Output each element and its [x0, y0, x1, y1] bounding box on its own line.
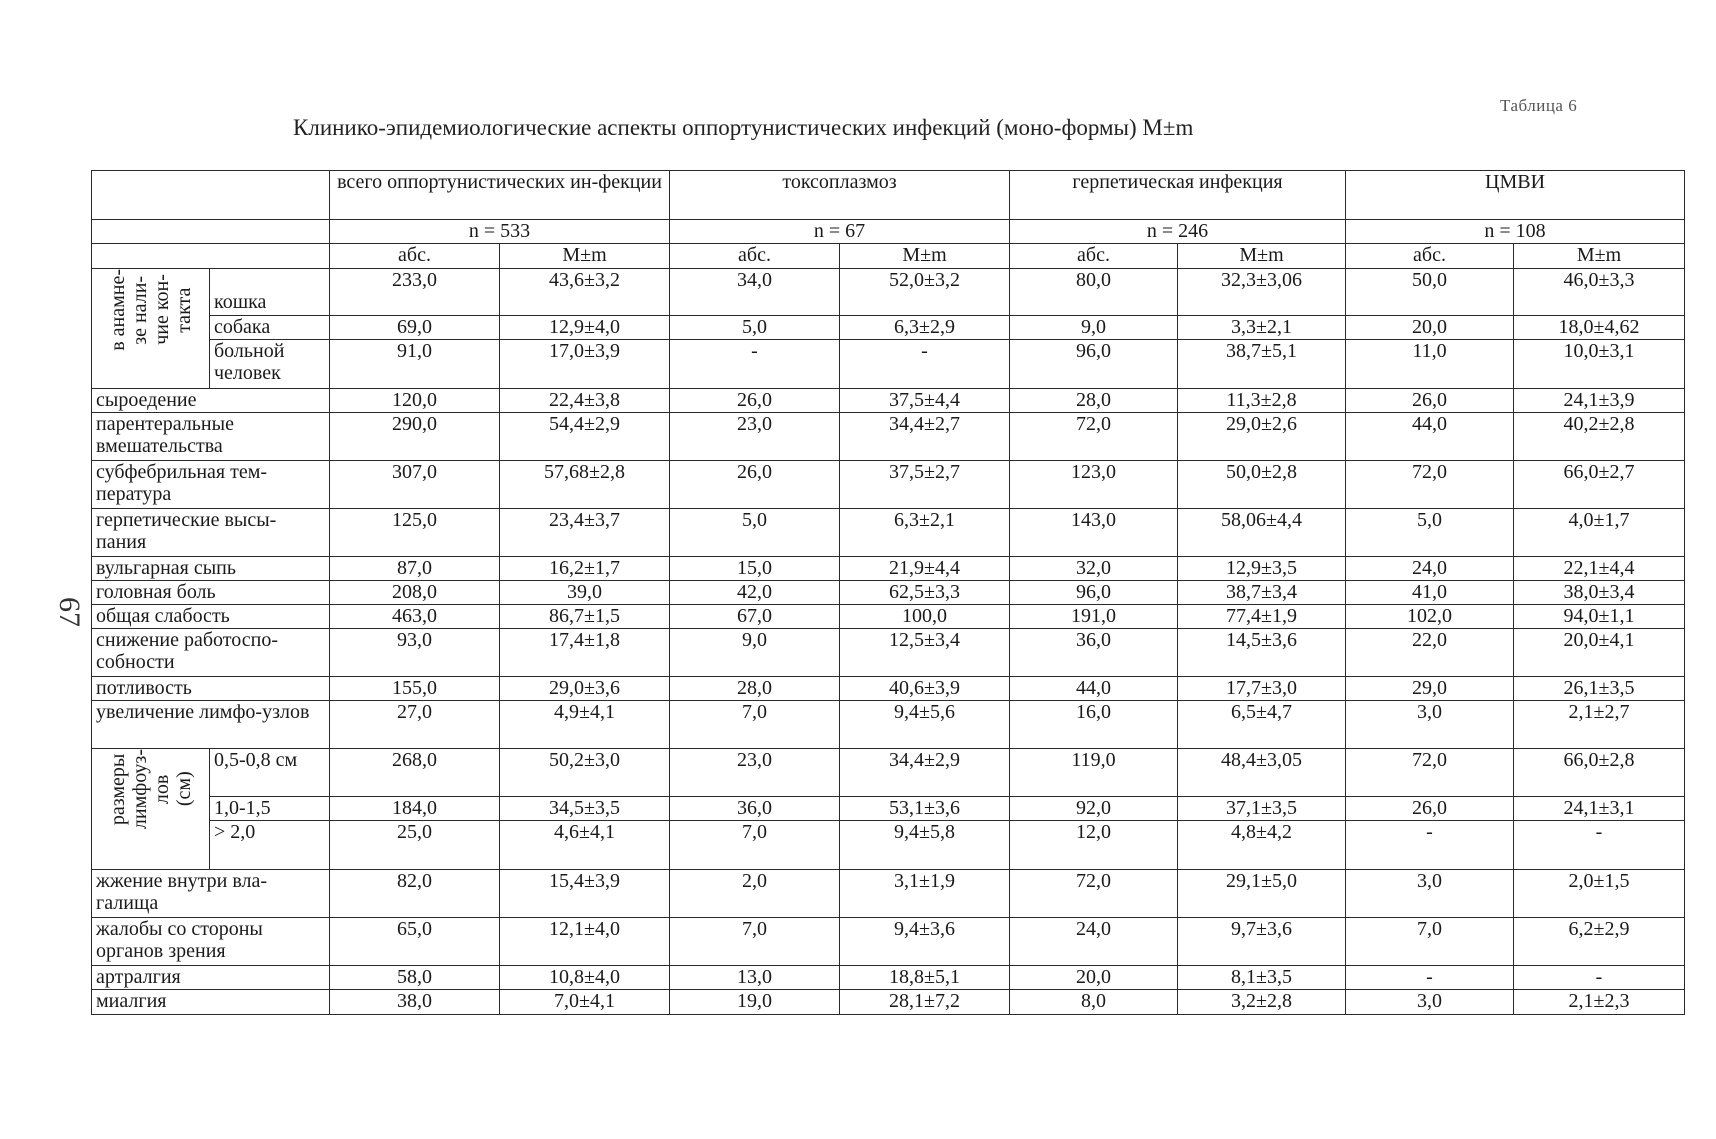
cell-abs: 92,0	[1010, 797, 1178, 821]
cell-mm: 12,5±3,4	[840, 629, 1010, 677]
cell-mm: 18,0±4,62	[1514, 316, 1685, 340]
cell-mm: 11,3±2,8	[1178, 389, 1346, 413]
cell-abs: 102,0	[1346, 605, 1514, 629]
cell-abs: 7,0	[670, 918, 840, 966]
cell-abs: 125,0	[330, 509, 500, 557]
header-n-all: n = 533	[330, 220, 670, 244]
cell-mm: 9,4±5,6	[840, 701, 1010, 749]
table-row	[92, 677, 1685, 701]
cell-abs: 25,0	[330, 821, 500, 870]
table-row	[92, 413, 1685, 461]
cell-abs: 463,0	[330, 605, 500, 629]
header-n-herpes: n = 246	[1010, 220, 1346, 244]
cell-abs: 5,0	[670, 509, 840, 557]
group-contact	[92, 269, 210, 389]
row-label: потливость	[92, 677, 330, 701]
cell-mm: 12,9±3,5	[1178, 557, 1346, 581]
cell-mm: 24,1±3,9	[1514, 389, 1685, 413]
subheader-abs: абс.	[1010, 244, 1178, 269]
cell-abs: 23,0	[670, 413, 840, 461]
cell-abs: 11,0	[1346, 340, 1514, 389]
cell-abs: 26,0	[1346, 797, 1514, 821]
header-corner-n	[92, 220, 330, 244]
cell-abs: 28,0	[1010, 389, 1178, 413]
row-label: головная боль	[92, 581, 330, 605]
cell-mm: 3,2±2,8	[1178, 990, 1346, 1015]
cell-abs: 13,0	[670, 966, 840, 990]
group-contact-label: в анамне- зе нали- чие кон- такта	[106, 269, 195, 351]
row-label: жалобы со стороны органов зрения	[92, 918, 330, 966]
cell-mm: 34,4±2,7	[840, 413, 1010, 461]
cell-abs: 44,0	[1010, 677, 1178, 701]
cell-mm: 9,7±3,6	[1178, 918, 1346, 966]
cell-mm: 28,1±7,2	[840, 990, 1010, 1015]
cell-mm: 62,5±3,3	[840, 581, 1010, 605]
table-row	[92, 581, 1685, 605]
cell-abs: 3,0	[1346, 701, 1514, 749]
cell-mm: 9,4±3,6	[840, 918, 1010, 966]
cell-abs: 155,0	[330, 677, 500, 701]
cell-mm: -	[1514, 966, 1685, 990]
cell-abs: 96,0	[1010, 581, 1178, 605]
header-n-cmv: n = 108	[1346, 220, 1685, 244]
table-number-label: Таблица 6	[1500, 96, 1578, 115]
cell-abs: 9,0	[1010, 316, 1178, 340]
cell-mm: 24,1±3,1	[1514, 797, 1685, 821]
group-sizes	[92, 749, 210, 870]
cell-abs: 3,0	[1346, 870, 1514, 918]
cell-abs: 26,0	[1346, 389, 1514, 413]
table-row	[92, 509, 1685, 557]
subheader-mm: M±m	[840, 244, 1010, 269]
cell-abs: 208,0	[330, 581, 500, 605]
cell-mm: -	[840, 340, 1010, 389]
cell-abs: 20,0	[1010, 966, 1178, 990]
cell-abs: 123,0	[1010, 461, 1178, 509]
cell-mm: 100,0	[840, 605, 1010, 629]
cell-abs: 67,0	[670, 605, 840, 629]
cell-abs: 143,0	[1010, 509, 1178, 557]
row-label: кошка	[210, 269, 330, 316]
table-row	[92, 701, 1685, 749]
cell-mm: 4,9±4,1	[500, 701, 670, 749]
cell-mm: 17,7±3,0	[1178, 677, 1346, 701]
header-corner-sub	[92, 244, 330, 269]
cell-mm: 16,2±1,7	[500, 557, 670, 581]
cell-mm: 21,9±4,4	[840, 557, 1010, 581]
cell-abs: 24,0	[1346, 557, 1514, 581]
cell-mm: 10,0±3,1	[1514, 340, 1685, 389]
cell-mm: 4,6±4,1	[500, 821, 670, 870]
cell-mm: 54,4±2,9	[500, 413, 670, 461]
subheader-mm: M±m	[1178, 244, 1346, 269]
table-row	[92, 870, 1685, 918]
cell-mm: 29,0±2,6	[1178, 413, 1346, 461]
cell-mm: 46,0±3,3	[1514, 269, 1685, 316]
cell-mm: 22,4±3,8	[500, 389, 670, 413]
cell-mm: 52,0±3,2	[840, 269, 1010, 316]
cell-abs: 44,0	[1346, 413, 1514, 461]
cell-mm: 23,4±3,7	[500, 509, 670, 557]
table-row	[92, 966, 1685, 990]
cell-abs: 38,0	[330, 990, 500, 1015]
cell-abs: 119,0	[1010, 749, 1178, 797]
cell-abs: 120,0	[330, 389, 500, 413]
cell-abs: 7,0	[1346, 918, 1514, 966]
cell-abs: 7,0	[670, 821, 840, 870]
page-title: Клинико-эпидемиологические аспекты оппортунистических инфекций (моно-формы) M±m	[293, 115, 1194, 140]
row-label: субфебрильная тем-пература	[92, 461, 330, 509]
group-sizes-label: размеры лимфоуз- лов (см)	[106, 749, 195, 830]
cell-abs: 26,0	[670, 389, 840, 413]
cell-mm: 29,1±5,0	[1178, 870, 1346, 918]
subheader-mm: M±m	[500, 244, 670, 269]
cell-mm: 2,1±2,7	[1514, 701, 1685, 749]
cell-mm: 32,3±3,06	[1178, 269, 1346, 316]
cell-abs: 36,0	[1010, 629, 1178, 677]
cell-abs: 91,0	[330, 340, 500, 389]
table-row	[92, 461, 1685, 509]
cell-abs: 26,0	[670, 461, 840, 509]
row-label: артралгия	[92, 966, 330, 990]
row-label: жжение внутри вла-галища	[92, 870, 330, 918]
cell-abs: 5,0	[1346, 509, 1514, 557]
cell-mm: 12,9±4,0	[500, 316, 670, 340]
cell-mm: 40,6±3,9	[840, 677, 1010, 701]
cell-abs: 34,0	[670, 269, 840, 316]
header-n-toxo: n = 67	[670, 220, 1010, 244]
cell-abs: 307,0	[330, 461, 500, 509]
cell-abs: 42,0	[670, 581, 840, 605]
cell-mm: 94,0±1,1	[1514, 605, 1685, 629]
cell-mm: 53,1±3,6	[840, 797, 1010, 821]
cell-abs: 268,0	[330, 749, 500, 797]
header-herpes: герпетическая инфекция	[1010, 171, 1346, 220]
cell-abs: 16,0	[1010, 701, 1178, 749]
cell-abs: 184,0	[330, 797, 500, 821]
cell-mm: 26,1±3,5	[1514, 677, 1685, 701]
header-cmv: ЦМВИ	[1346, 171, 1685, 220]
cell-abs: 80,0	[1010, 269, 1178, 316]
table-row	[92, 557, 1685, 581]
cell-abs: 27,0	[330, 701, 500, 749]
cell-abs: 22,0	[1346, 629, 1514, 677]
table-row	[92, 340, 1685, 389]
cell-abs: 24,0	[1010, 918, 1178, 966]
cell-abs: 72,0	[1346, 461, 1514, 509]
cell-abs: -	[670, 340, 840, 389]
cell-mm: 7,0±4,1	[500, 990, 670, 1015]
cell-mm: 66,0±2,7	[1514, 461, 1685, 509]
cell-abs: 28,0	[670, 677, 840, 701]
cell-abs: 69,0	[330, 316, 500, 340]
cell-mm: 22,1±4,4	[1514, 557, 1685, 581]
table-row	[92, 797, 1685, 821]
cell-abs: 82,0	[330, 870, 500, 918]
cell-mm: 50,2±3,0	[500, 749, 670, 797]
subheader-abs: абс.	[1346, 244, 1514, 269]
cell-abs: 12,0	[1010, 821, 1178, 870]
cell-mm: 2,1±2,3	[1514, 990, 1685, 1015]
cell-mm: 40,2±2,8	[1514, 413, 1685, 461]
cell-mm: 34,5±3,5	[500, 797, 670, 821]
cell-mm: 39,0	[500, 581, 670, 605]
cell-abs: 7,0	[670, 701, 840, 749]
row-label: герпетические высы-пания	[92, 509, 330, 557]
page-number: 67	[53, 597, 86, 627]
cell-abs: 8,0	[1010, 990, 1178, 1015]
row-label: парентеральные вмешательства	[92, 413, 330, 461]
cell-abs: 93,0	[330, 629, 500, 677]
cell-mm: 6,3±2,9	[840, 316, 1010, 340]
cell-abs: 233,0	[330, 269, 500, 316]
cell-mm: -	[1514, 821, 1685, 870]
subheader-abs: абс.	[330, 244, 500, 269]
cell-abs: 29,0	[1346, 677, 1514, 701]
cell-mm: 86,7±1,5	[500, 605, 670, 629]
row-label: 1,0-1,5	[210, 797, 330, 821]
table-row	[92, 605, 1685, 629]
cell-mm: 38,7±5,1	[1178, 340, 1346, 389]
cell-abs: -	[1346, 821, 1514, 870]
header-corner	[92, 171, 330, 220]
cell-abs: 3,0	[1346, 990, 1514, 1015]
cell-abs: 19,0	[670, 990, 840, 1015]
data-table	[91, 170, 1685, 1015]
row-label: сыроедение	[92, 389, 330, 413]
cell-abs: 87,0	[330, 557, 500, 581]
cell-mm: 38,7±3,4	[1178, 581, 1346, 605]
cell-abs: 20,0	[1346, 316, 1514, 340]
cell-mm: 15,4±3,9	[500, 870, 670, 918]
cell-mm: 34,4±2,9	[840, 749, 1010, 797]
cell-mm: 10,8±4,0	[500, 966, 670, 990]
cell-mm: 6,3±2,1	[840, 509, 1010, 557]
cell-abs: -	[1346, 966, 1514, 990]
row-label: собака	[210, 316, 330, 340]
cell-abs: 290,0	[330, 413, 500, 461]
cell-mm: 8,1±3,5	[1178, 966, 1346, 990]
cell-mm: 17,0±3,9	[500, 340, 670, 389]
cell-mm: 37,5±2,7	[840, 461, 1010, 509]
table-row	[92, 918, 1685, 966]
cell-mm: 43,6±3,2	[500, 269, 670, 316]
header-row-sub	[92, 244, 1685, 269]
cell-abs: 5,0	[670, 316, 840, 340]
cell-mm: 38,0±3,4	[1514, 581, 1685, 605]
cell-abs: 72,0	[1010, 870, 1178, 918]
cell-mm: 18,8±5,1	[840, 966, 1010, 990]
table-row	[92, 316, 1685, 340]
cell-mm: 48,4±3,05	[1178, 749, 1346, 797]
cell-abs: 15,0	[670, 557, 840, 581]
cell-abs: 191,0	[1010, 605, 1178, 629]
cell-mm: 58,06±4,4	[1178, 509, 1346, 557]
row-label: снижение работоспо-собности	[92, 629, 330, 677]
cell-abs: 23,0	[670, 749, 840, 797]
table-row	[92, 990, 1685, 1015]
table-row	[92, 389, 1685, 413]
cell-mm: 20,0±4,1	[1514, 629, 1685, 677]
cell-abs: 2,0	[670, 870, 840, 918]
cell-mm: 57,68±2,8	[500, 461, 670, 509]
row-label: > 2,0	[210, 821, 330, 870]
cell-abs: 36,0	[670, 797, 840, 821]
row-label: вульгарная сыпь	[92, 557, 330, 581]
cell-mm: 77,4±1,9	[1178, 605, 1346, 629]
cell-mm: 29,0±3,6	[500, 677, 670, 701]
cell-mm: 3,1±1,9	[840, 870, 1010, 918]
cell-abs: 65,0	[330, 918, 500, 966]
row-label: 0,5-0,8 см	[210, 749, 330, 797]
header-row-names	[92, 171, 1685, 220]
subheader-abs: абс.	[670, 244, 840, 269]
table-row	[92, 269, 1685, 316]
cell-mm: 66,0±2,8	[1514, 749, 1685, 797]
header-toxoplasmosis: токсоплазмоз	[670, 171, 1010, 220]
cell-mm: 6,2±2,9	[1514, 918, 1685, 966]
cell-abs: 9,0	[670, 629, 840, 677]
row-label: больной человек	[210, 340, 330, 389]
header-row-n	[92, 220, 1685, 244]
cell-mm: 6,5±4,7	[1178, 701, 1346, 749]
cell-abs: 72,0	[1346, 749, 1514, 797]
cell-mm: 37,1±3,5	[1178, 797, 1346, 821]
cell-mm: 4,8±4,2	[1178, 821, 1346, 870]
cell-mm: 2,0±1,5	[1514, 870, 1685, 918]
cell-abs: 41,0	[1346, 581, 1514, 605]
cell-mm: 14,5±3,6	[1178, 629, 1346, 677]
row-label: общая слабость	[92, 605, 330, 629]
table-row	[92, 749, 1685, 797]
cell-mm: 3,3±2,1	[1178, 316, 1346, 340]
cell-mm: 12,1±4,0	[500, 918, 670, 966]
cell-mm: 37,5±4,4	[840, 389, 1010, 413]
cell-abs: 58,0	[330, 966, 500, 990]
cell-abs: 32,0	[1010, 557, 1178, 581]
cell-abs: 50,0	[1346, 269, 1514, 316]
row-label: увеличение лимфо-узлов	[92, 701, 330, 749]
header-all-infections: всего оппортунистических ин-фекции	[330, 171, 670, 220]
cell-mm: 50,0±2,8	[1178, 461, 1346, 509]
cell-mm: 17,4±1,8	[500, 629, 670, 677]
cell-mm: 9,4±5,8	[840, 821, 1010, 870]
cell-abs: 72,0	[1010, 413, 1178, 461]
cell-abs: 96,0	[1010, 340, 1178, 389]
row-label: миалгия	[92, 990, 330, 1015]
subheader-mm: M±m	[1514, 244, 1685, 269]
table-row	[92, 821, 1685, 870]
cell-mm: 4,0±1,7	[1514, 509, 1685, 557]
table-row	[92, 629, 1685, 677]
